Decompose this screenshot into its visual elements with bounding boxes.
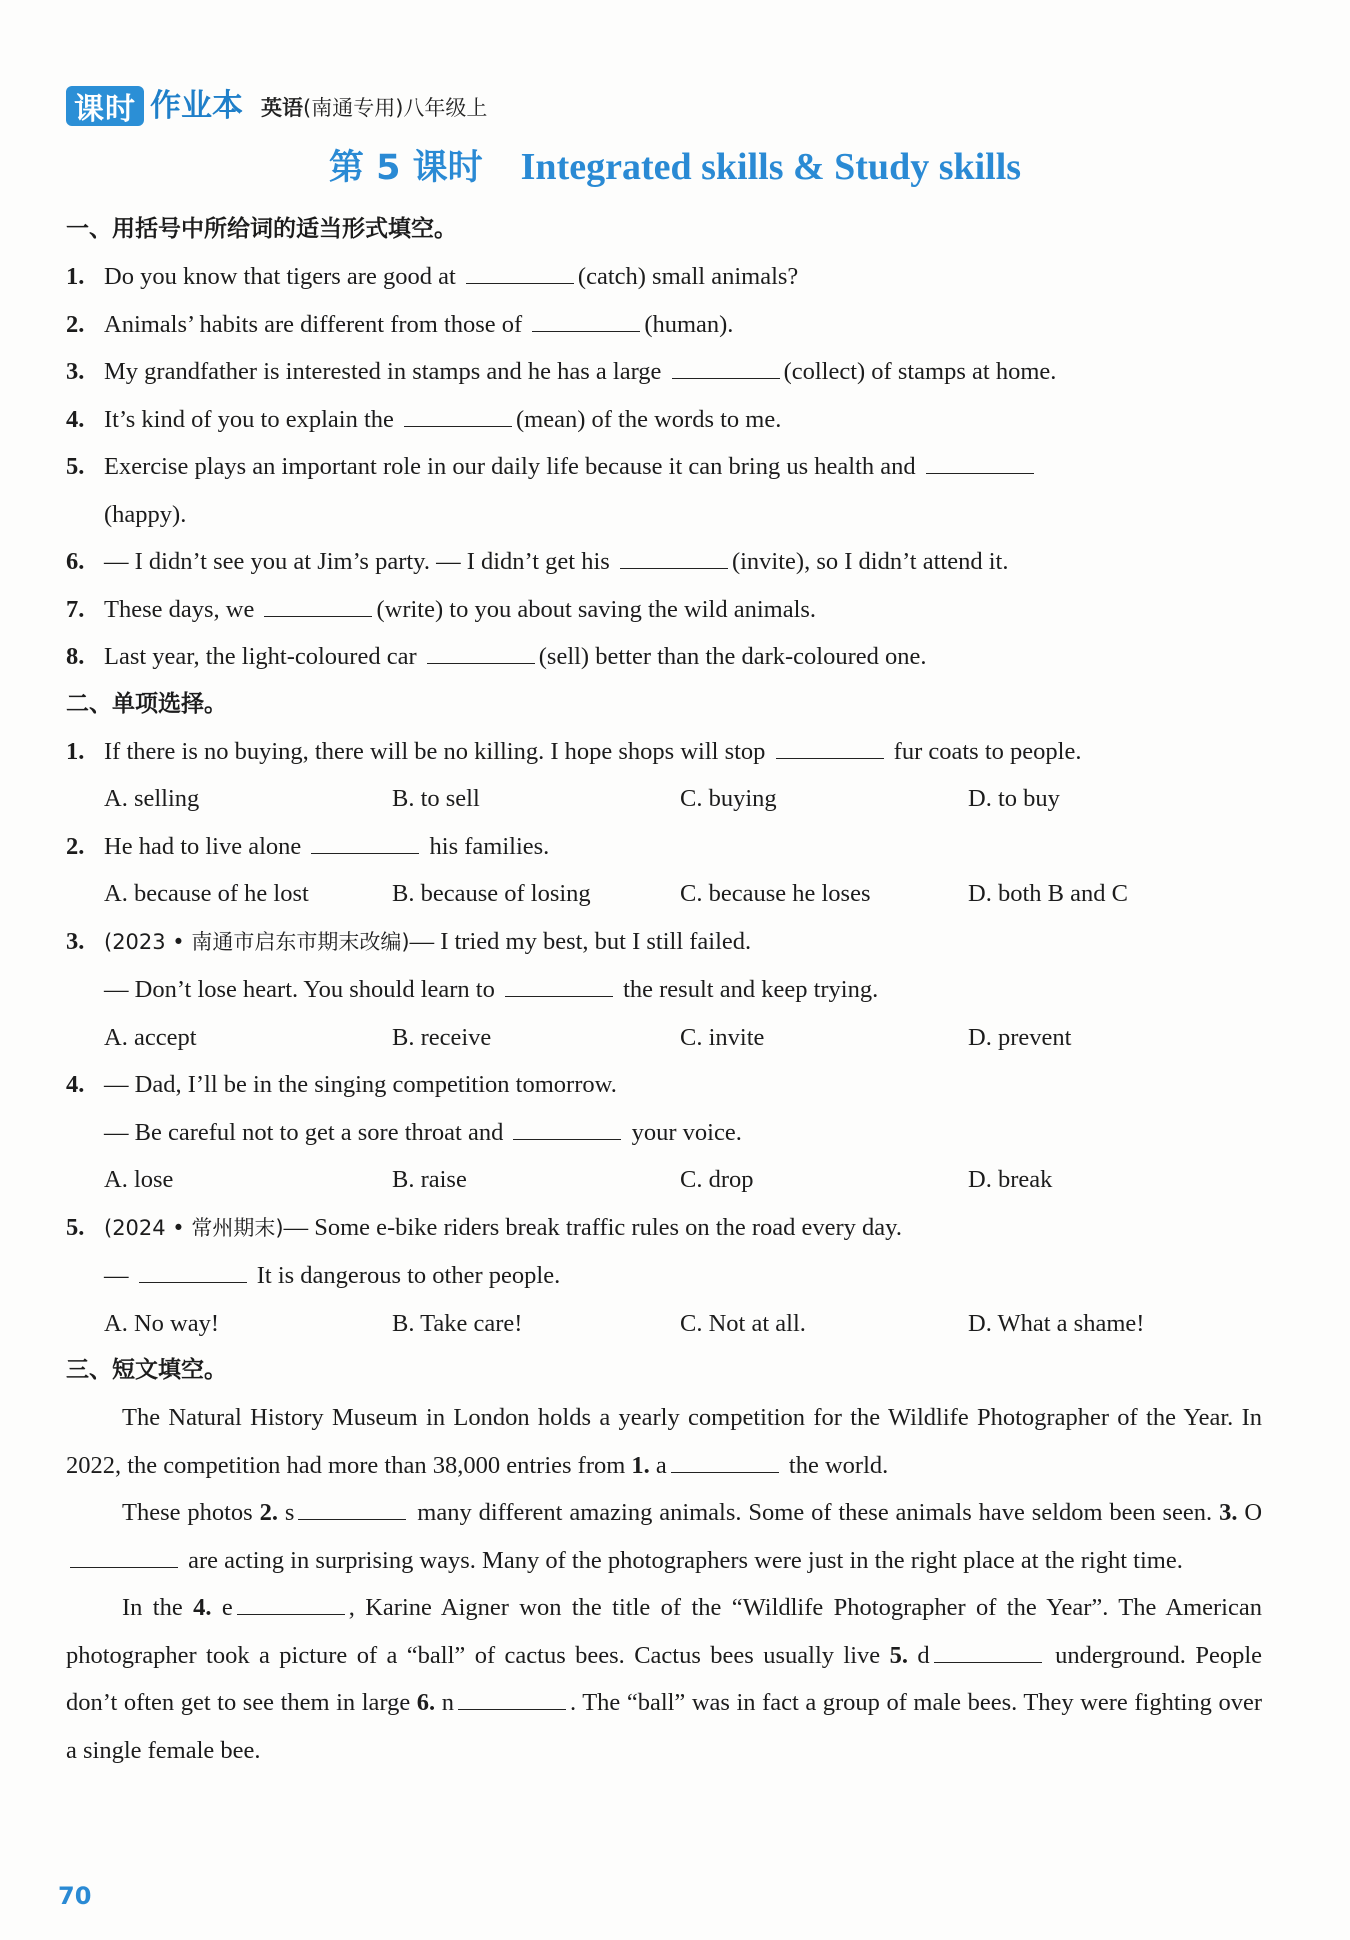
question-number: 1. — [66, 263, 85, 290]
s1-question-8 — [66, 633, 1262, 681]
question-text: Last year, the light-coloured car — [104, 643, 417, 670]
question-text: — — [104, 1262, 129, 1289]
page-number: 70 — [58, 1882, 92, 1910]
question-text: fur coats to people. — [893, 737, 1082, 765]
question-text: (catch) small animals? — [577, 263, 799, 290]
s2-question-4-line2 — [66, 1109, 1262, 1157]
section-1-heading: 一、用括号中所给词的适当形式填空。 — [66, 216, 457, 242]
question-number: 5. — [66, 453, 85, 480]
s2-question-5-line2 — [66, 1252, 1262, 1300]
question-number: 3. — [66, 927, 85, 955]
option-c[interactable]: C. buying — [680, 785, 777, 812]
option-c[interactable]: C. drop — [680, 1166, 754, 1193]
s1-question-7 — [66, 586, 1262, 634]
option-b[interactable]: B. because of losing — [392, 880, 591, 907]
s2-question-2 — [66, 823, 1262, 871]
s1-question-5 — [66, 443, 1262, 491]
question-text: (sell) better than the dark-coloured one. — [538, 643, 927, 670]
brand-logo: 课时 — [66, 86, 144, 126]
option-b[interactable]: B. to sell — [392, 785, 480, 812]
option-d[interactable]: D. both B and C — [968, 880, 1128, 907]
s2-q2-options — [66, 870, 1262, 918]
option-b[interactable]: B. raise — [392, 1166, 467, 1193]
question-number: 3. — [66, 358, 85, 385]
exercise-content — [66, 206, 1262, 1774]
question-text: — Some e-bike riders break traffic rules on the road every day. — [283, 1213, 902, 1241]
option-c[interactable]: C. because he loses — [680, 880, 871, 907]
answer-blank[interactable] — [264, 594, 372, 617]
passage-blank-3[interactable] — [70, 1545, 178, 1568]
blank-hint: a — [655, 1451, 667, 1479]
question-text: (invite), so I didn’t attend it. — [731, 548, 1009, 575]
question-number: 4. — [66, 405, 85, 433]
s1-question-1 — [66, 253, 1262, 301]
blank-number: 1. — [631, 1451, 650, 1479]
option-a[interactable]: A. lose — [104, 1166, 174, 1193]
s1-question-4 — [66, 396, 1262, 444]
brand-name: 作业本 — [150, 88, 243, 124]
lesson-topic: Integrated skills & Study skills — [520, 146, 1022, 188]
s1-question-6 — [66, 538, 1262, 586]
option-d[interactable]: D. to buy — [968, 785, 1060, 812]
s2-question-1 — [66, 728, 1262, 776]
passage-text: the world. — [788, 1451, 889, 1479]
s2-question-4 — [66, 1061, 1262, 1109]
blank-number: 6. — [416, 1689, 436, 1716]
option-b[interactable]: B. Take care! — [392, 1309, 523, 1337]
s2-q1-options — [66, 775, 1262, 823]
blank-hint: s — [284, 1499, 295, 1526]
question-text: These days, we — [104, 595, 255, 623]
question-text: My grandfather is interested in stamps and he has a large — [104, 358, 662, 385]
question-source: (2024 • 常州期末) — [104, 1215, 284, 1240]
answer-blank[interactable] — [926, 451, 1034, 474]
lesson-title — [0, 140, 1350, 195]
question-number: 6. — [66, 548, 85, 575]
blank-number: 3. — [1219, 1499, 1238, 1526]
option-c[interactable]: C. invite — [680, 1023, 765, 1051]
answer-blank[interactable] — [139, 1260, 247, 1283]
passage-blank-1[interactable] — [671, 1450, 779, 1473]
passage-text: . The “ball” was in fact a group of male bees. They were fighting over a single female bee. — [66, 1689, 1263, 1764]
s1-question-2 — [66, 301, 1262, 349]
question-text: He had to live alone — [104, 832, 302, 860]
option-b[interactable]: B. receive — [392, 1023, 492, 1051]
passage-text: The Natural History Museum in London holds a yearly competition for the Wildlife Photographer of the Year. In 2022, the competition had more than 38,000 entries from — [66, 1404, 1262, 1479]
passage-blank-2[interactable] — [298, 1497, 406, 1520]
question-text: (write) to you about saving the wild animals. — [376, 595, 817, 623]
page-header — [66, 82, 487, 126]
blank-hint: e — [221, 1594, 233, 1621]
question-text: Do you know that tigers are good at — [104, 263, 456, 290]
passage-blank-6[interactable] — [458, 1687, 566, 1710]
question-text: Exercise plays an important role in our daily life because it can bring us health and — [104, 453, 916, 480]
question-number: 2. — [66, 310, 85, 338]
question-text: Animals’ habits are different from those of — [104, 310, 523, 338]
answer-blank[interactable] — [776, 736, 884, 759]
s2-q3-options — [66, 1014, 1262, 1062]
question-number: 7. — [66, 595, 85, 623]
question-source: (2023 • 南通市启东市期末改编) — [104, 929, 410, 954]
blank-number: 4. — [193, 1594, 212, 1621]
answer-blank[interactable] — [466, 261, 574, 284]
blank-hint: n — [441, 1689, 454, 1716]
s2-question-5 — [66, 1204, 1262, 1253]
question-text: It’s kind of you to explain the — [104, 405, 394, 433]
book-info — [261, 90, 487, 126]
s2-q5-options — [66, 1300, 1262, 1348]
question-number: 5. — [66, 1213, 85, 1241]
passage-text: are acting in surprising ways. Many of the photographers were just in the right place at the right time. — [188, 1546, 1183, 1574]
s1-question-3 — [66, 348, 1262, 396]
question-number: 1. — [66, 737, 85, 765]
question-text: (collect) of stamps at home. — [783, 358, 1057, 385]
answer-blank[interactable] — [404, 404, 512, 427]
answer-blank[interactable] — [311, 831, 419, 854]
answer-blank[interactable] — [505, 974, 613, 997]
blank-hint: d — [917, 1641, 930, 1669]
blank-number: 5. — [889, 1641, 908, 1669]
question-text: (mean) of the words to me. — [516, 405, 782, 433]
answer-blank[interactable] — [513, 1117, 621, 1140]
passage-text: underground. People don’t often get to see them in large — [66, 1641, 1263, 1716]
answer-blank[interactable] — [427, 641, 535, 664]
answer-blank[interactable] — [620, 546, 728, 569]
s1-question-5-continued: (happy). — [104, 500, 187, 528]
question-text: your voice. — [631, 1118, 742, 1146]
answer-blank[interactable] — [532, 309, 640, 332]
subject: 英语 — [261, 96, 303, 120]
question-text: his families. — [429, 832, 550, 860]
passage-blank-5[interactable] — [934, 1640, 1042, 1663]
question-text: — I tried my best, but I still failed. — [409, 927, 752, 955]
lesson-number: 第 5 课时 — [328, 148, 483, 188]
blank-number: 2. — [259, 1499, 278, 1526]
passage-paragraph-1 — [66, 1394, 1262, 1489]
question-text: If there is no buying, there will be no killing. I hope shops will stop — [104, 737, 766, 765]
question-number: 2. — [66, 832, 85, 860]
option-a[interactable]: A. No way! — [104, 1309, 219, 1337]
s2-q4-options — [66, 1156, 1262, 1204]
option-a[interactable]: A. selling — [104, 785, 200, 812]
book-name: (南通专用)八年级上 — [303, 96, 488, 120]
blank-hint: O — [1244, 1499, 1263, 1526]
question-text: the result and keep trying. — [623, 976, 879, 1003]
option-d[interactable]: D. prevent — [968, 1023, 1072, 1051]
question-text: (human). — [644, 310, 734, 338]
option-a[interactable]: A. accept — [104, 1023, 197, 1051]
question-text: — I didn’t see you at Jim’s party. — I didn’t get his — [104, 548, 610, 575]
passage-blank-4[interactable] — [237, 1592, 345, 1615]
s2-question-3 — [66, 918, 1262, 967]
question-number: 8. — [66, 643, 85, 670]
passage-text: , Karine Aigner won the title of the “Wildlife Photographer of the Year”. The American photographer took a picture of a “ball” of cactus bees. Cactus bees usually live — [66, 1594, 1262, 1669]
passage-text: These photos — [122, 1499, 253, 1526]
option-c[interactable]: C. Not at all. — [680, 1309, 806, 1337]
question-text: — Be careful not to get a sore throat and — [104, 1118, 504, 1146]
passage-text: many different amazing animals. Some of these animals have seldom been seen. — [417, 1499, 1213, 1526]
passage-paragraph-3 — [66, 1584, 1262, 1774]
option-a[interactable]: A. because of he lost — [104, 880, 309, 907]
option-d[interactable]: D. What a shame! — [968, 1309, 1145, 1337]
option-d[interactable]: D. break — [968, 1166, 1053, 1193]
passage-paragraph-2 — [66, 1489, 1262, 1584]
question-text: — Dad, I’ll be in the singing competition tomorrow. — [104, 1071, 617, 1098]
question-text: — Don’t lose heart. You should learn to — [104, 976, 495, 1003]
section-2-heading: 二、单项选择。 — [66, 690, 227, 717]
s2-question-3-line2 — [66, 966, 1262, 1014]
question-text: It is dangerous to other people. — [256, 1262, 561, 1289]
question-number: 4. — [66, 1071, 85, 1098]
passage-text: In the — [122, 1594, 183, 1621]
section-3-heading: 三、短文填空。 — [66, 1357, 227, 1383]
answer-blank[interactable] — [672, 356, 780, 379]
